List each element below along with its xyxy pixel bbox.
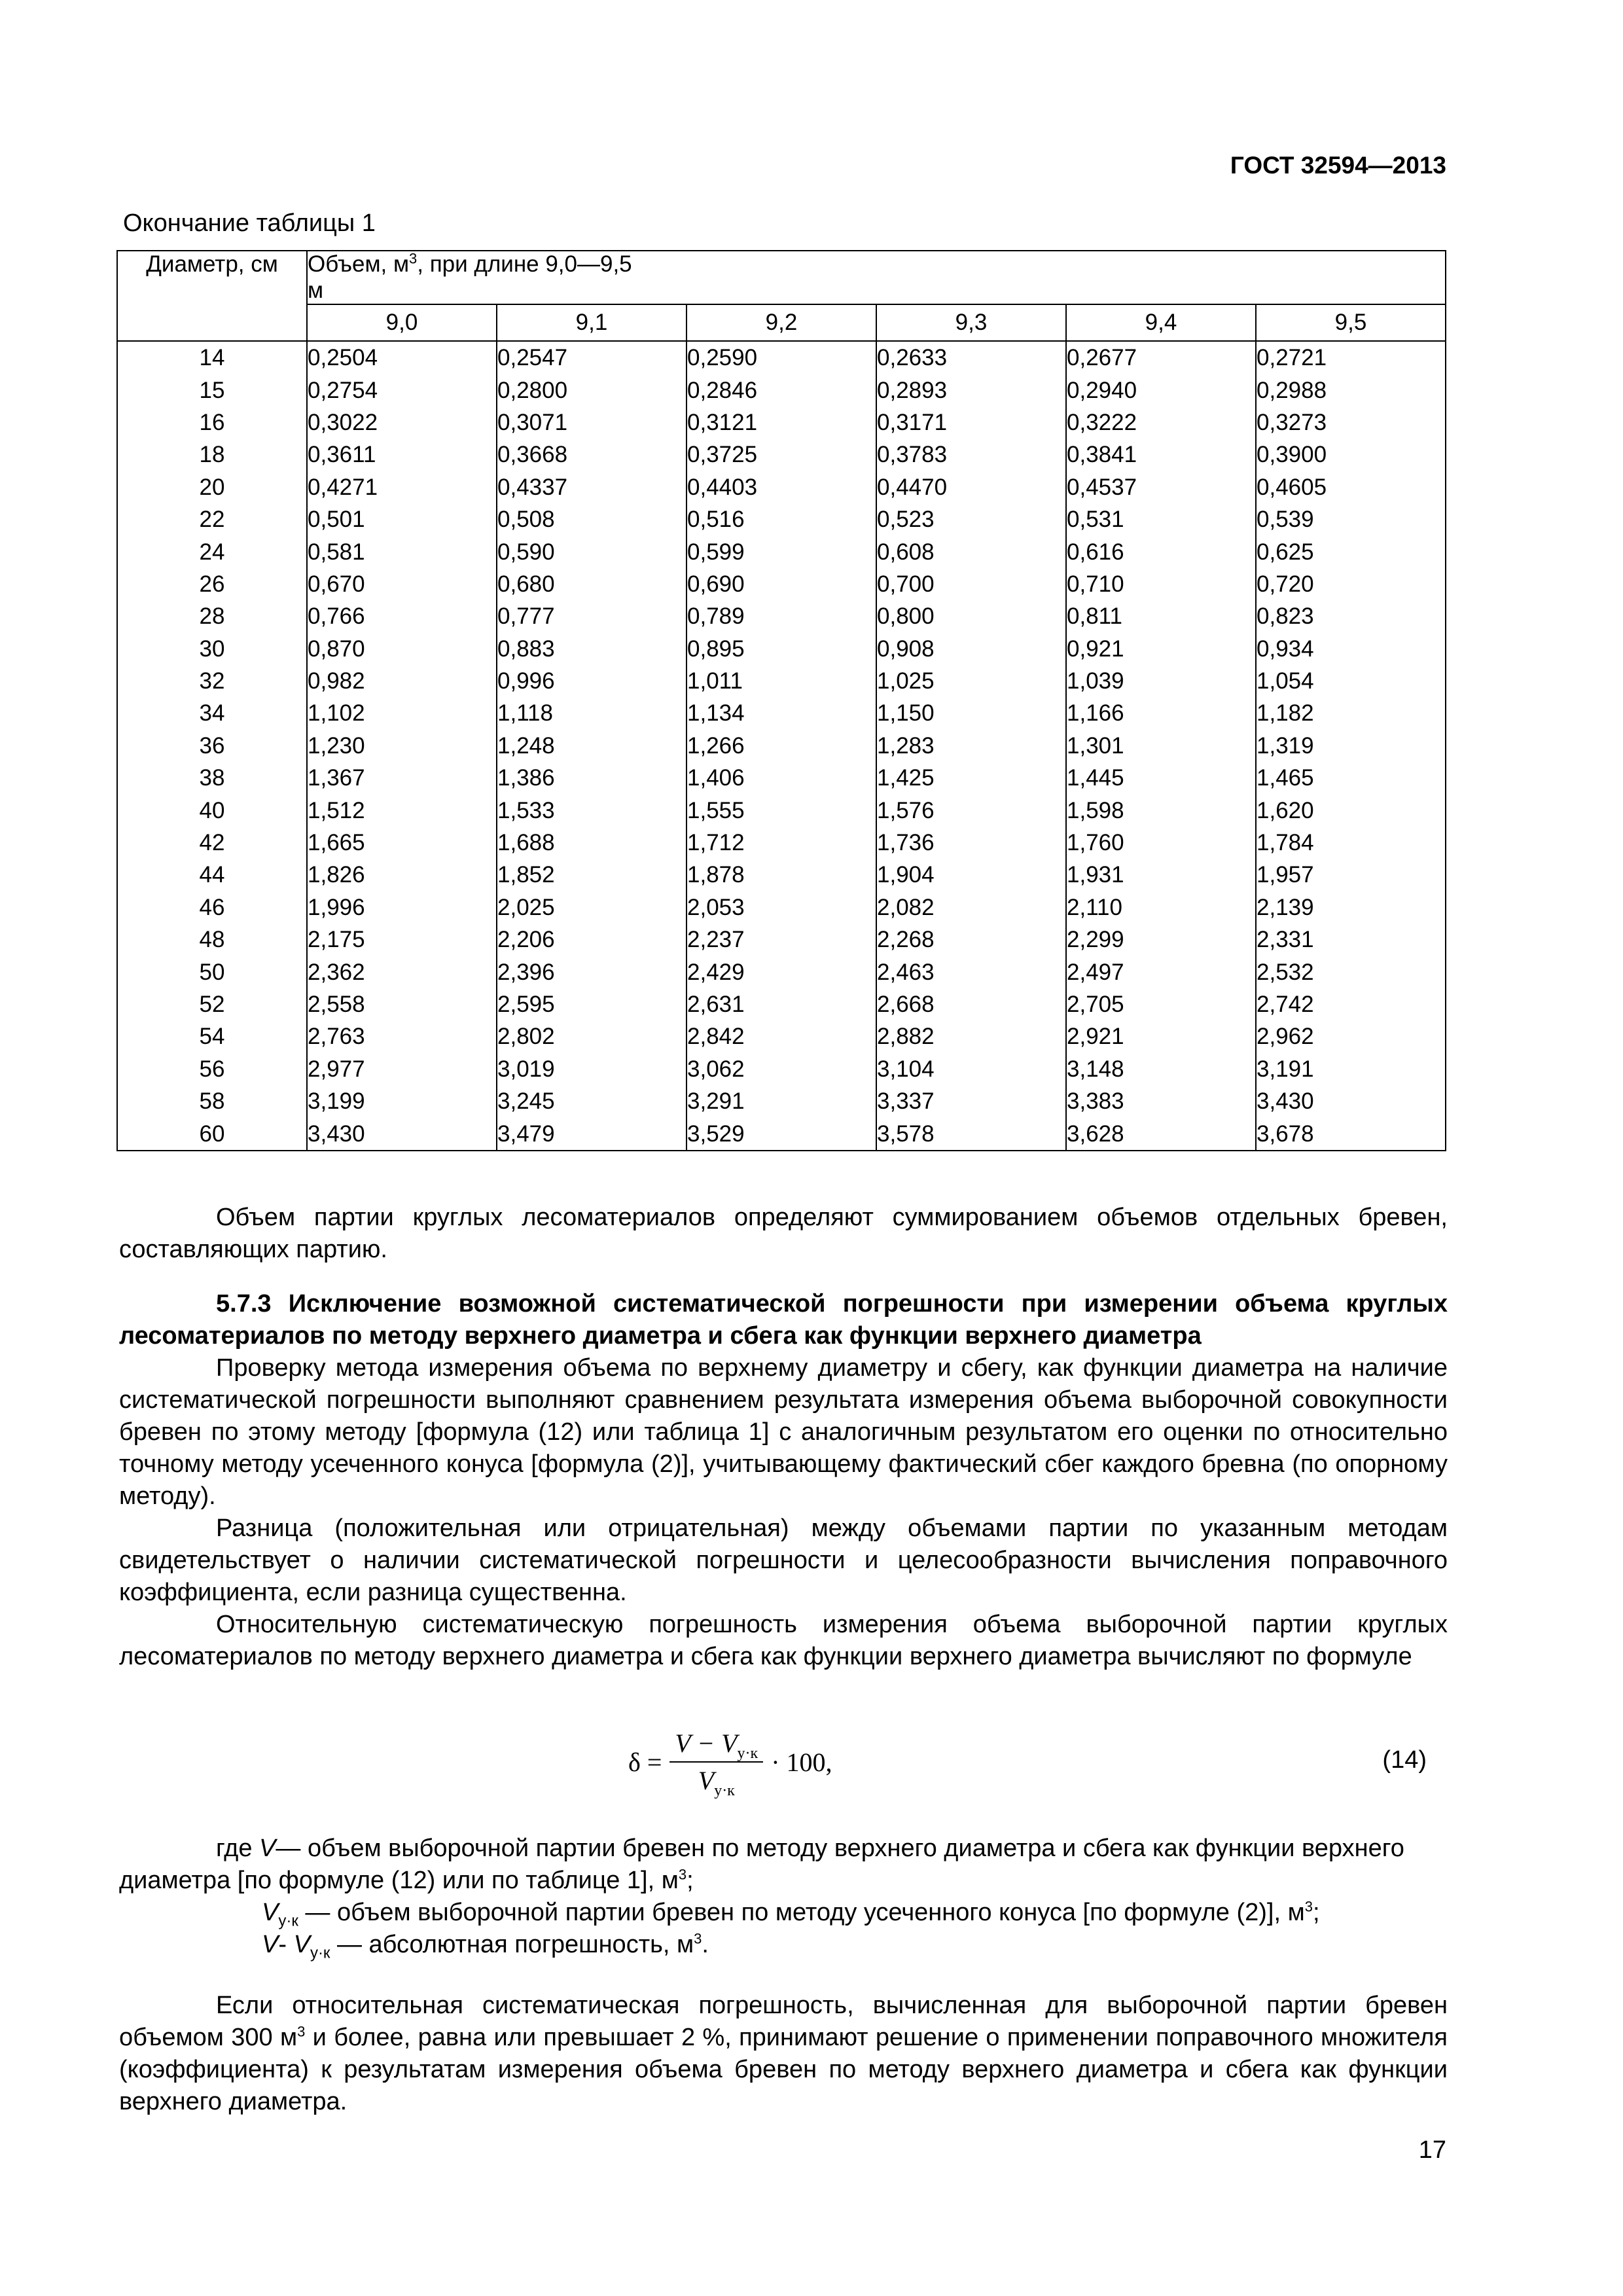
cell-volume: 1,878 <box>687 859 876 891</box>
header-length: 9,4 <box>1066 304 1256 341</box>
cell-volume: 2,595 <box>497 988 687 1020</box>
cell-volume: 0,996 <box>497 665 687 697</box>
cell-diameter: 58 <box>117 1085 307 1117</box>
cell-volume: 1,166 <box>1066 697 1256 729</box>
cell-diameter: 28 <box>117 600 307 632</box>
cell-volume: 1,826 <box>307 859 497 891</box>
table-row <box>117 1085 1446 1117</box>
header-length: 9,1 <box>497 304 687 341</box>
table-row <box>117 988 1446 1020</box>
cell-volume: 1,054 <box>1256 665 1446 697</box>
cell-volume: 1,784 <box>1256 827 1446 859</box>
cell-volume: 1,576 <box>876 794 1066 826</box>
cell-volume: 2,558 <box>307 988 497 1020</box>
cell-diameter: 15 <box>117 374 307 406</box>
cell-volume: 1,688 <box>497 827 687 859</box>
cell-volume: 0,3900 <box>1256 439 1446 471</box>
cell-volume: 2,396 <box>497 956 687 988</box>
cell-volume: 0,895 <box>687 633 876 665</box>
formula-fraction: $\frac{V - V_{у\cdot к}}{V_{у\cdot к}}$ <box>669 1728 763 1796</box>
cell-volume: 0,670 <box>307 568 497 600</box>
cell-volume: 0,921 <box>1066 633 1256 665</box>
cell-diameter: 24 <box>117 535 307 567</box>
cell-volume: 3,191 <box>1256 1053 1446 1085</box>
cell-volume: 0,3022 <box>307 406 497 439</box>
cell-diameter: 26 <box>117 568 307 600</box>
cell-volume: 0,870 <box>307 633 497 665</box>
table-row <box>117 956 1446 988</box>
header-length: 9,3 <box>876 304 1066 341</box>
cell-volume: 2,842 <box>687 1020 876 1052</box>
table-row <box>117 762 1446 794</box>
cell-volume: 2,362 <box>307 956 497 988</box>
cell-volume: 0,4537 <box>1066 471 1256 503</box>
cell-volume: 1,301 <box>1066 730 1256 762</box>
paragraph-difference: Разница (положительная или отрицательная) между объемами партии по указанным методам свидетельствует о наличии систематической погрешности и целесообразности вычисления поправочного коэффициента, если разница существенна. <box>119 1515 1448 1606</box>
cell-volume: 1,931 <box>1066 859 1256 891</box>
cell-volume: 0,4605 <box>1256 471 1446 503</box>
paragraph-check: Проверку метода измерения объема по верхнему диаметру и сбегу, как функции диаметра на наличие систематической погрешности выполняют сравнением результата измерения объема выборочной совокупности бревен по этому методу [формула (12) или таблица 1] с аналогичным результатом его оценки по относительно точному методу усеченного конуса [формула (2)], учитывающему фактический сбег каждого бревна (по опорному методу). <box>119 1354 1448 1510</box>
formula-number: (14) <box>1382 1746 1427 1774</box>
standard-code: ГОСТ 32594—2013 <box>1230 152 1446 179</box>
cell-volume: 2,497 <box>1066 956 1256 988</box>
cell-volume: 3,383 <box>1066 1085 1256 1117</box>
cell-volume: 0,2677 <box>1066 341 1256 374</box>
cell-volume: 0,4403 <box>687 471 876 503</box>
cell-volume: 0,3171 <box>876 406 1066 439</box>
header-length: 9,0 <box>307 304 497 341</box>
cell-diameter: 18 <box>117 439 307 471</box>
formula-14: δ = $\frac{V - V_{у\cdot к}}{V_{у\cdot к}}$ · 100, <box>628 1729 832 1799</box>
cell-volume: 0,777 <box>497 600 687 632</box>
table-row <box>117 665 1446 697</box>
cell-volume: 1,039 <box>1066 665 1256 697</box>
table-row <box>117 1053 1446 1085</box>
cell-diameter: 50 <box>117 956 307 988</box>
header-length: 9,2 <box>687 304 876 341</box>
cell-volume: 0,3783 <box>876 439 1066 471</box>
cell-volume: 1,996 <box>307 891 497 924</box>
cell-volume: 3,104 <box>876 1053 1066 1085</box>
cell-volume: 3,578 <box>876 1117 1066 1150</box>
cell-volume: 2,921 <box>1066 1020 1256 1052</box>
cell-volume: 1,134 <box>687 697 876 729</box>
cell-volume: 2,668 <box>876 988 1066 1020</box>
cell-volume: 2,206 <box>497 924 687 956</box>
cell-volume: 2,237 <box>687 924 876 956</box>
header-lengths-row <box>117 304 1446 341</box>
cell-volume: 0,811 <box>1066 600 1256 632</box>
cell-volume: 1,248 <box>497 730 687 762</box>
cell-volume: 0,3273 <box>1256 406 1446 439</box>
cell-volume: 2,053 <box>687 891 876 924</box>
cell-volume: 0,680 <box>497 568 687 600</box>
cell-volume: 2,463 <box>876 956 1066 988</box>
table-row <box>117 439 1446 471</box>
table-row <box>117 600 1446 632</box>
cell-volume: 0,508 <box>497 503 687 535</box>
cell-diameter: 34 <box>117 697 307 729</box>
cell-volume: 2,532 <box>1256 956 1446 988</box>
cell-volume: 3,430 <box>1256 1085 1446 1117</box>
cell-volume: 0,581 <box>307 535 497 567</box>
cell-volume: 1,736 <box>876 827 1066 859</box>
cell-volume: 2,742 <box>1256 988 1446 1020</box>
cell-diameter: 46 <box>117 891 307 924</box>
table-caption: Окончание таблицы 1 <box>123 209 376 237</box>
cell-volume: 0,616 <box>1066 535 1256 567</box>
cell-volume: 0,2721 <box>1256 341 1446 374</box>
cell-volume: 3,337 <box>876 1085 1066 1117</box>
cell-volume: 1,230 <box>307 730 497 762</box>
cell-volume: 0,608 <box>876 535 1066 567</box>
cell-volume: 3,628 <box>1066 1117 1256 1150</box>
paragraph-sum: Объем партии круглых лесоматериалов определяют суммированием объемов отдельных бревен, составляющих партию. <box>119 1204 1448 1263</box>
cell-volume: 0,3841 <box>1066 439 1256 471</box>
cell-volume: 0,2988 <box>1256 374 1446 406</box>
cell-volume: 0,789 <box>687 600 876 632</box>
cell-volume: 0,2893 <box>876 374 1066 406</box>
paragraph-relative-error: Относительную систематическую погрешность измерения объема выборочной партии круглых лесоматериалов по методу верхнего диаметра и сбега как функции верхнего диаметра вычисляют по формуле <box>119 1611 1448 1670</box>
table-row <box>117 471 1446 503</box>
cell-volume: 0,2846 <box>687 374 876 406</box>
cell-volume: 2,025 <box>497 891 687 924</box>
cell-volume: 1,533 <box>497 794 687 826</box>
table-body <box>117 341 1446 1151</box>
table-row <box>117 568 1446 600</box>
cell-volume: 0,2754 <box>307 374 497 406</box>
cell-volume: 0,883 <box>497 633 687 665</box>
definition-absolute-error: V- $V_{у\cdot к}$ — абсолютная погрешность, $м^3$. <box>262 1930 709 1962</box>
cell-volume: 2,705 <box>1066 988 1256 1020</box>
header-diameter: Диаметр, см <box>117 251 307 341</box>
cell-volume: 0,2504 <box>307 341 497 374</box>
cell-volume: 3,678 <box>1256 1117 1446 1150</box>
cell-diameter: 36 <box>117 730 307 762</box>
definition-vyk: $V_{у\cdot к}$ — объем выборочной партии бревен по методу усеченного конуса [по формуле (2)], $м^3$; <box>262 1898 1320 1930</box>
section-heading: 5.7.3 Исключение возможной систематической погрешности при измерении объема круглых лесоматериалов по методу верхнего диаметра и сбега как функции верхнего диаметра <box>119 1290 1448 1350</box>
table-row <box>117 891 1446 924</box>
cell-volume: 0,800 <box>876 600 1066 632</box>
cell-volume: 2,962 <box>1256 1020 1446 1052</box>
cell-volume: 0,3222 <box>1066 406 1256 439</box>
cell-volume: 2,268 <box>876 924 1066 956</box>
cell-volume: 0,2547 <box>497 341 687 374</box>
table-row <box>117 697 1446 729</box>
cell-volume: 0,690 <box>687 568 876 600</box>
cell-volume: 1,425 <box>876 762 1066 794</box>
cell-volume: 0,982 <box>307 665 497 697</box>
cell-diameter: 16 <box>117 406 307 439</box>
cell-volume: 0,501 <box>307 503 497 535</box>
cell-volume: 0,766 <box>307 600 497 632</box>
cell-volume: 0,4337 <box>497 471 687 503</box>
cell-volume: 1,386 <box>497 762 687 794</box>
cell-diameter: 40 <box>117 794 307 826</box>
cell-volume: 1,118 <box>497 697 687 729</box>
cell-volume: 2,429 <box>687 956 876 988</box>
cell-volume: 1,283 <box>876 730 1066 762</box>
cell-diameter: 30 <box>117 633 307 665</box>
cell-volume: 1,367 <box>307 762 497 794</box>
cell-diameter: 44 <box>117 859 307 891</box>
cell-volume: 1,760 <box>1066 827 1256 859</box>
cell-volume: 1,665 <box>307 827 497 859</box>
cell-volume: 2,802 <box>497 1020 687 1052</box>
cell-diameter: 38 <box>117 762 307 794</box>
cell-volume: 1,319 <box>1256 730 1446 762</box>
table-row <box>117 924 1446 956</box>
cell-volume: 0,2590 <box>687 341 876 374</box>
cell-volume: 0,710 <box>1066 568 1256 600</box>
cell-volume: 2,299 <box>1066 924 1256 956</box>
cell-volume: 0,3611 <box>307 439 497 471</box>
cell-volume: 1,445 <box>1066 762 1256 794</box>
cell-volume: 1,406 <box>687 762 876 794</box>
cell-volume: 2,331 <box>1256 924 1446 956</box>
cell-diameter: 32 <box>117 665 307 697</box>
table-row <box>117 633 1446 665</box>
cell-diameter: 20 <box>117 471 307 503</box>
cell-volume: 0,3668 <box>497 439 687 471</box>
cell-volume: 1,266 <box>687 730 876 762</box>
table-row <box>117 730 1446 762</box>
cell-volume: 3,062 <box>687 1053 876 1085</box>
cell-volume: 0,539 <box>1256 503 1446 535</box>
cell-volume: 1,512 <box>307 794 497 826</box>
definition-v: где V— объем выборочной партии бревен по методу верхнего диаметра и сбега как функции верхнего диаметра [по формуле (12) или по таблице 1], $м^3$; <box>119 1835 1404 1894</box>
cell-volume: 1,025 <box>876 665 1066 697</box>
cell-diameter: 48 <box>117 924 307 956</box>
table-row <box>117 794 1446 826</box>
header-length: 9,5 <box>1256 304 1446 341</box>
table-row <box>117 535 1446 567</box>
table-row <box>117 1020 1446 1052</box>
cell-volume: 1,465 <box>1256 762 1446 794</box>
header-volume-group: Объем, $м^3$, при длине 9,0—9,5 м <box>307 251 1446 304</box>
cell-volume: 0,4470 <box>876 471 1066 503</box>
table-row <box>117 859 1446 891</box>
cell-volume: 0,823 <box>1256 600 1446 632</box>
cell-volume: 3,291 <box>687 1085 876 1117</box>
cell-volume: 2,882 <box>876 1020 1066 1052</box>
cell-volume: 1,598 <box>1066 794 1256 826</box>
cell-volume: 0,934 <box>1256 633 1446 665</box>
cell-volume: 1,904 <box>876 859 1066 891</box>
cell-diameter: 42 <box>117 827 307 859</box>
cell-volume: 1,182 <box>1256 697 1446 729</box>
cell-volume: 0,700 <box>876 568 1066 600</box>
cell-volume: 3,199 <box>307 1085 497 1117</box>
cell-volume: 0,908 <box>876 633 1066 665</box>
cell-volume: 0,625 <box>1256 535 1446 567</box>
cell-volume: 3,245 <box>497 1085 687 1117</box>
table-row <box>117 503 1446 535</box>
cell-volume: 2,631 <box>687 988 876 1020</box>
cell-volume: 0,2940 <box>1066 374 1256 406</box>
cell-volume: 0,3071 <box>497 406 687 439</box>
cell-volume: 0,3121 <box>687 406 876 439</box>
cell-volume: 3,430 <box>307 1117 497 1150</box>
cell-volume: 2,110 <box>1066 891 1256 924</box>
section-5-7-3 <box>119 1288 1448 1673</box>
cell-volume: 1,102 <box>307 697 497 729</box>
cell-diameter: 52 <box>117 988 307 1020</box>
cell-diameter: 56 <box>117 1053 307 1085</box>
volume-table <box>116 250 1446 1151</box>
cell-volume: 0,590 <box>497 535 687 567</box>
cell-volume: 3,529 <box>687 1117 876 1150</box>
cell-volume: 2,175 <box>307 924 497 956</box>
page-number: 17 <box>1418 2136 1446 2164</box>
cell-volume: 0,516 <box>687 503 876 535</box>
cell-diameter: 54 <box>117 1020 307 1052</box>
cell-volume: 0,4271 <box>307 471 497 503</box>
cell-volume: 0,2633 <box>876 341 1066 374</box>
table-row <box>117 374 1446 406</box>
cell-diameter: 14 <box>117 341 307 374</box>
cell-volume: 2,139 <box>1256 891 1446 924</box>
cell-volume: 3,019 <box>497 1053 687 1085</box>
paragraph-final: Если относительная систематическая погрешность, вычисленная для выборочной партии бревен объемом 300 $м^3$ и более, равна или превышает 2 %, принимают решение о применении поправочного множителя (коэффициента) к результатам измерения объема бревен по методу верхнего диаметра и сбега как функции верхнего диаметра. <box>119 1992 1448 2115</box>
cell-volume: 1,150 <box>876 697 1066 729</box>
cell-volume: 3,148 <box>1066 1053 1256 1085</box>
cell-volume: 1,620 <box>1256 794 1446 826</box>
cell-volume: 3,479 <box>497 1117 687 1150</box>
cell-volume: 0,523 <box>876 503 1066 535</box>
cell-volume: 1,852 <box>497 859 687 891</box>
cell-volume: 0,2800 <box>497 374 687 406</box>
cell-volume: 1,957 <box>1256 859 1446 891</box>
cell-volume: 1,011 <box>687 665 876 697</box>
cell-volume: 2,977 <box>307 1053 497 1085</box>
formula-definitions <box>119 1833 1448 1961</box>
cell-volume: 0,599 <box>687 535 876 567</box>
cell-volume: 0,3725 <box>687 439 876 471</box>
cell-diameter: 60 <box>117 1117 307 1150</box>
cell-volume: 0,531 <box>1066 503 1256 535</box>
cell-volume: 0,720 <box>1256 568 1446 600</box>
table-row <box>117 406 1446 439</box>
cell-volume: 2,082 <box>876 891 1066 924</box>
table-row <box>117 341 1446 374</box>
cell-volume: 2,763 <box>307 1020 497 1052</box>
cell-diameter: 22 <box>117 503 307 535</box>
table-row <box>117 827 1446 859</box>
cell-volume: 1,555 <box>687 794 876 826</box>
table-row <box>117 1117 1446 1150</box>
cell-volume: 1,712 <box>687 827 876 859</box>
